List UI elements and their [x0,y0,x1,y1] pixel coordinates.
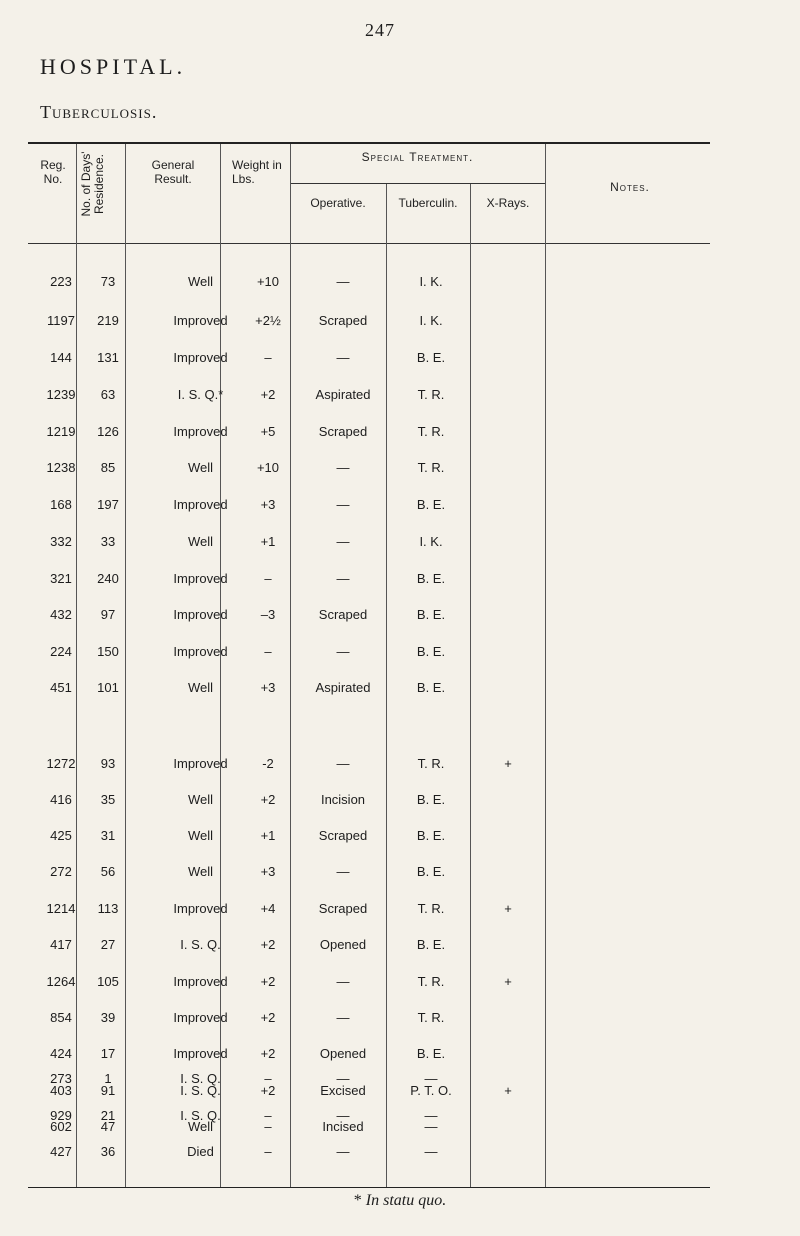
table-row [28,387,710,407]
operative-cell: Excised [320,1083,366,1098]
days-cell: 126 [97,424,119,439]
tuberculin-cell: B. E. [416,680,446,695]
tuberculin-cell: I. K. [419,274,443,289]
header-bottom-rule [28,243,710,244]
operative-cell: Aspirated [315,387,371,402]
weight-cell: – [264,1144,272,1159]
weight-cell: +2 [260,937,276,952]
reg-no-cell: 1272 [46,756,76,771]
tuberculin-cell: T. R. [417,424,445,439]
tuberculin-cell: — [424,1119,438,1134]
header-operative: Operative. [310,196,366,210]
general-result-cell: Improved [173,350,228,365]
general-result-cell: I. S. Q. [180,1083,221,1098]
xrays-cell: + [504,1083,512,1098]
general-result-cell: Improved [173,756,228,771]
page-heading: HOSPITAL. [40,54,187,79]
tuberculin-cell: T. R. [417,460,445,475]
general-result-cell: I. S. Q. [180,937,221,952]
tuberculin-cell: B. E. [416,937,446,952]
days-cell: 56 [100,864,116,879]
tuberculin-cell: — [424,1144,438,1159]
days-cell: 21 [100,1108,116,1123]
weight-cell: – [264,571,272,586]
days-cell: 47 [100,1119,116,1134]
weight-cell: –3 [260,607,276,622]
operative-cell: Scraped [318,607,368,622]
table-row [28,864,710,884]
general-result-cell: Well [187,1119,214,1134]
weight-cell: +10 [256,274,280,289]
reg-no-cell: 144 [50,350,72,365]
operative-cell: — [336,1144,350,1159]
column-divider [125,144,126,1187]
tuberculin-cell: T. R. [417,1010,445,1025]
weight-cell: +2 [260,1046,276,1061]
reg-no-cell: 1214 [46,901,76,916]
weight-cell: +4 [260,901,276,916]
header-days: No. of Days' Residence. [79,151,106,217]
days-cell: 63 [100,387,116,402]
reg-no-cell: 1239 [46,387,76,402]
column-divider [290,144,291,1187]
weight-cell: +3 [260,497,276,512]
table-row [28,792,710,812]
reg-no-cell: 1238 [46,460,76,475]
header-general-result: General Result. [151,158,195,186]
general-result-cell: Improved [173,424,228,439]
weight-cell: +2 [260,792,276,807]
days-cell: 91 [100,1083,116,1098]
reg-no-cell: 417 [50,937,72,952]
days-cell: 1 [104,1071,112,1086]
days-cell: 240 [97,571,119,586]
table-row [28,1071,710,1091]
reg-no-cell: 332 [50,534,72,549]
days-cell: 33 [100,534,116,549]
tuberculin-cell: T. R. [417,756,445,771]
column-divider [220,144,221,1187]
days-cell: 27 [100,937,116,952]
weight-cell: – [264,350,272,365]
general-result-cell: Well [187,460,214,475]
reg-no-cell: 223 [50,274,72,289]
weight-cell: +3 [260,680,276,695]
special-treatment-rule [290,183,545,184]
reg-no-cell: 424 [50,1046,72,1061]
days-cell: 101 [97,680,119,695]
days-cell: 39 [100,1010,116,1025]
operative-cell: Scraped [318,901,368,916]
reg-no-cell: 425 [50,828,72,843]
operative-cell: — [336,644,350,659]
column-divider [545,144,546,1187]
general-result-cell: Improved [173,607,228,622]
reg-no-cell: 1264 [46,974,76,989]
general-result-cell: Improved [173,1010,228,1025]
table-row [28,680,710,700]
tuberculin-cell: T. R. [417,974,445,989]
general-result-cell: Improved [173,644,228,659]
days-cell: 17 [100,1046,116,1061]
general-result-cell: Improved [173,1046,228,1061]
page-number: 247 [365,20,395,40]
table-row [28,756,710,776]
table-row [28,1144,710,1164]
xrays-cell: + [504,974,512,989]
weight-cell: – [264,1108,272,1123]
tuberculin-cell: B. E. [416,1046,446,1061]
reg-no-cell: 1219 [46,424,76,439]
section-subheading: Tuberculosis. [40,102,158,122]
weight-cell: +2 [260,387,276,402]
reg-no-cell: 224 [50,644,72,659]
operative-cell: — [336,350,350,365]
table-row [28,828,710,848]
tuberculin-cell: B. E. [416,571,446,586]
reg-no-cell: 272 [50,864,72,879]
general-result-cell: Improved [173,571,228,586]
operative-cell: — [336,1108,350,1123]
table-row [28,974,710,994]
general-result-cell: Improved [173,974,228,989]
reg-no-cell: 416 [50,792,72,807]
reg-no-cell: 427 [50,1144,72,1159]
table-row [28,274,710,294]
reg-no-cell: 929 [50,1108,72,1123]
operative-cell: Aspirated [315,680,371,695]
table-row [28,497,710,517]
reg-no-cell: 168 [50,497,72,512]
days-cell: 36 [100,1144,116,1159]
header-weight: Weight in Lbs. [232,158,282,186]
table-row [28,1046,710,1066]
xrays-cell: + [504,901,512,916]
reg-no-cell: 451 [50,680,72,695]
operative-cell: — [336,460,350,475]
tuberculin-cell: I. K. [419,534,443,549]
general-result-cell: I. S. Q. [180,1071,221,1086]
header-special-treatment: Special Treatment. [361,150,474,164]
table-row [28,644,710,664]
days-cell: 35 [100,792,116,807]
reg-no-cell: 403 [50,1083,72,1098]
reg-no-cell: 273 [50,1071,72,1086]
table-row [28,607,710,627]
weight-cell: +3 [260,864,276,879]
general-result-cell: Improved [173,497,228,512]
operative-cell: — [336,274,350,289]
operative-cell: Opened [319,937,367,952]
reg-no-cell: 321 [50,571,72,586]
operative-cell: Incised [322,1119,364,1134]
tuberculin-cell: P. T. O. [410,1083,452,1098]
tuberculin-cell: B. E. [416,864,446,879]
operative-cell: — [336,534,350,549]
table-row [28,313,710,333]
general-result-cell: Improved [173,313,228,328]
table-row [28,424,710,444]
table-bottom-rule [28,1187,710,1188]
footnote-text: In statu quo. [365,1192,447,1209]
weight-cell: +10 [256,460,280,475]
general-result-cell: I. S. Q. [180,1108,221,1123]
operative-cell: Scraped [318,424,368,439]
xrays-cell: + [504,756,512,771]
general-result-cell: I. S. Q.* [177,387,224,402]
header-tuberculin: Tuberculin. [398,196,458,210]
weight-cell: – [264,1071,272,1086]
weight-cell: +2½ [255,313,281,328]
table-row [28,1010,710,1030]
operative-cell: — [336,1010,350,1025]
general-result-cell: Well [187,274,214,289]
header-reg-no: Reg. No. [40,158,66,186]
weight-cell: +2 [260,1010,276,1025]
days-cell: 131 [97,350,119,365]
reg-no-cell: 854 [50,1010,72,1025]
tuberculin-cell: B. E. [416,497,446,512]
days-cell: 31 [100,828,116,843]
weight-cell: +2 [260,1083,276,1098]
weight-cell: +1 [260,534,276,549]
table-row [28,901,710,921]
operative-cell: Scraped [318,313,368,328]
operative-cell: — [336,864,350,879]
days-cell: 197 [97,497,119,512]
weight-cell: -2 [262,756,274,771]
column-divider [76,144,77,1187]
weight-cell: +1 [260,828,276,843]
operative-cell: — [336,756,350,771]
tuberculin-cell: T. R. [417,387,445,402]
days-cell: 150 [97,644,119,659]
table-row [28,534,710,554]
tuberculin-cell: T. R. [417,901,445,916]
reg-no-cell: 602 [50,1119,72,1134]
days-cell: 85 [100,460,116,475]
tuberculin-cell: — [424,1071,438,1086]
days-cell: 113 [97,901,119,916]
tuberculin-cell: B. E. [416,828,446,843]
days-cell: 93 [100,756,116,771]
days-cell: 73 [100,274,116,289]
operative-cell: — [336,497,350,512]
days-cell: 97 [100,607,116,622]
general-result-cell: Well [187,534,214,549]
days-cell: 219 [97,313,119,328]
days-cell: 105 [97,974,119,989]
footnote-mark: * [353,1192,362,1209]
weight-cell: +2 [260,974,276,989]
table-row [28,460,710,480]
general-result-cell: Improved [173,901,228,916]
general-result-cell: Well [187,828,214,843]
general-result-cell: Well [187,680,214,695]
footnote [0,1192,800,1210]
header-xrays: X-Rays. [486,196,530,210]
table-row [28,937,710,957]
operative-cell: Incision [320,792,366,807]
operative-cell: — [336,1071,350,1086]
general-result-cell: Well [187,792,214,807]
weight-cell: +5 [260,424,276,439]
general-result-cell: Well [187,864,214,879]
reg-no-cell: 432 [50,607,72,622]
tuberculin-cell: — [424,1108,438,1123]
table-top-rule [28,142,710,144]
operative-cell: Opened [319,1046,367,1061]
header-notes: Notes. [610,180,650,194]
operative-cell: — [336,974,350,989]
weight-cell: – [264,644,272,659]
tuberculin-cell: I. K. [419,313,443,328]
tuberculin-cell: B. E. [416,792,446,807]
operative-cell: Scraped [318,828,368,843]
operative-cell: — [336,571,350,586]
reg-no-cell: 1197 [47,313,75,328]
general-result-cell: Died [187,1144,214,1159]
table-row [28,571,710,591]
table-row [28,350,710,370]
tuberculin-cell: B. E. [416,350,446,365]
tuberculin-cell: B. E. [416,607,446,622]
table-row [28,1108,710,1128]
weight-cell: – [264,1119,272,1134]
tuberculin-cell: B. E. [416,644,446,659]
